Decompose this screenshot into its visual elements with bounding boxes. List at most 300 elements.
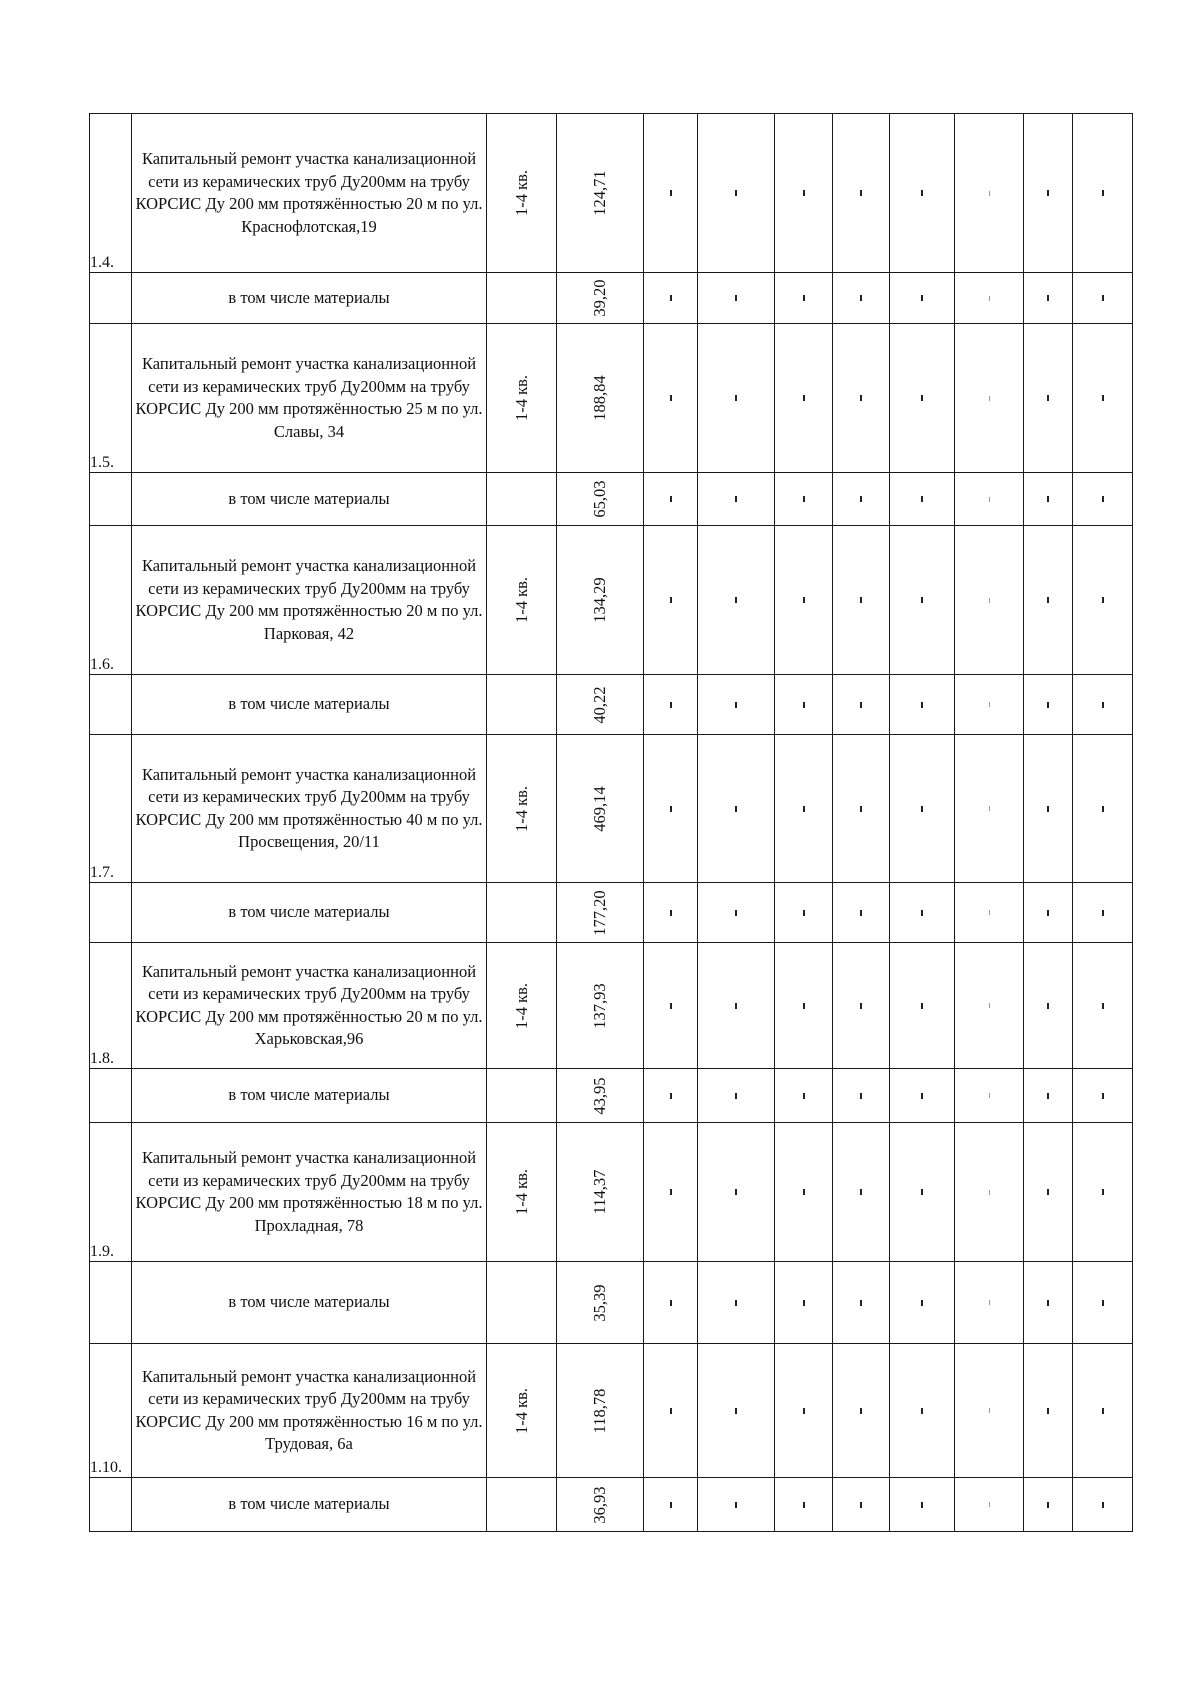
empty-cell: [833, 1478, 890, 1532]
dash-mark: [921, 1300, 923, 1306]
dash-mark: [670, 295, 672, 301]
empty-cell: [955, 114, 1024, 273]
empty-cell: [1024, 1478, 1073, 1532]
dash-mark: [1047, 1093, 1049, 1099]
dash-mark: [860, 702, 862, 708]
empty-cell: [1024, 943, 1073, 1069]
dash-mark: [921, 190, 923, 196]
empty-cell: [1073, 1262, 1133, 1344]
empty-cell: [1073, 273, 1133, 324]
empty-cell: [775, 273, 833, 324]
dash-mark: [921, 1502, 923, 1508]
empty-cell: [698, 1478, 775, 1532]
table-row-materials: [90, 473, 1133, 526]
cost-cell: [557, 735, 644, 883]
dash-mark: [921, 1408, 923, 1414]
row-number-empty: [90, 473, 132, 526]
dash-mark: [803, 1189, 805, 1195]
empty-cell: [890, 114, 955, 273]
empty-cell: [1024, 735, 1073, 883]
dash-mark: [860, 806, 862, 812]
dash-mark: [860, 1408, 862, 1414]
empty-cell: [644, 1123, 698, 1262]
period-empty: [487, 473, 557, 526]
empty-cell: [955, 1262, 1024, 1344]
row-number: 1.5.: [90, 324, 132, 473]
empty-cell: [833, 1069, 890, 1123]
table-row: [90, 1123, 1133, 1262]
empty-cell: [890, 1478, 955, 1532]
table-row: [90, 735, 1133, 883]
table-row: [90, 526, 1133, 675]
empty-cell: [644, 1069, 698, 1123]
work-description: Капитальный ремонт участка канализационной сети из керамических труб Ду200мм на трубу КОРСИС Ду 200 мм протяжённостью 20 м по ул. Парковая, 42: [132, 526, 487, 675]
empty-cell: [890, 735, 955, 883]
materials-cost-cell: [557, 1478, 644, 1532]
dash-mark: [921, 496, 923, 502]
dash-mark: [670, 496, 672, 502]
empty-cell: [775, 114, 833, 273]
empty-cell: [644, 943, 698, 1069]
dash-mark: [1102, 1502, 1104, 1508]
empty-cell: [1073, 675, 1133, 735]
empty-cell: [1073, 943, 1133, 1069]
empty-cell: [698, 943, 775, 1069]
dash-mark: [1102, 1189, 1104, 1195]
work-description: Капитальный ремонт участка канализационной сети из керамических труб Ду200мм на трубу КОРСИС Ду 200 мм протяжённостью 25 м по ул. Славы, 34: [132, 324, 487, 473]
period-cell: [487, 114, 557, 273]
empty-cell: [955, 1123, 1024, 1262]
empty-cell: [775, 943, 833, 1069]
table-row: [90, 114, 1133, 273]
empty-cell: [955, 1069, 1024, 1123]
table-body: [90, 114, 1133, 1532]
period-cell: [487, 1123, 557, 1262]
materials-label: в том числе материалы: [132, 1262, 487, 1344]
empty-cell: [833, 526, 890, 675]
empty-cell: [1024, 114, 1073, 273]
dash-mark: [803, 1300, 805, 1306]
dash-mark: [860, 395, 862, 401]
dash-mark: [1102, 702, 1104, 708]
materials-label: в том числе материалы: [132, 273, 487, 324]
work-description: Капитальный ремонт участка канализационной сети из керамических труб Ду200мм на трубу КОРСИС Ду 200 мм протяжённостью 20 м по ул. Краснофлотская,19: [132, 114, 487, 273]
empty-cell: [1024, 1069, 1073, 1123]
dash-mark: [1102, 395, 1104, 401]
cost-value: 124,71: [590, 170, 609, 216]
empty-cell: [775, 1344, 833, 1478]
row-number-empty: [90, 883, 132, 943]
dash-mark: [921, 702, 923, 708]
dash-mark: [670, 1300, 672, 1306]
empty-cell: [833, 473, 890, 526]
dash-mark: [735, 1300, 737, 1306]
empty-cell: [698, 1069, 775, 1123]
dash-mark: [989, 910, 990, 915]
period-empty: [487, 1069, 557, 1123]
empty-cell: [955, 473, 1024, 526]
table-row-materials: [90, 273, 1133, 324]
table-row-materials: [90, 1478, 1133, 1532]
cost-cell: [557, 943, 644, 1069]
dash-mark: [670, 395, 672, 401]
period-empty: [487, 1262, 557, 1344]
work-description: Капитальный ремонт участка канализационной сети из керамических труб Ду200мм на трубу КОРСИС Ду 200 мм протяжённостью 20 м по ул. Харьковская,96: [132, 943, 487, 1069]
cost-value: 137,93: [590, 982, 609, 1029]
dash-mark: [803, 1502, 805, 1508]
period-empty: [487, 675, 557, 735]
dash-mark: [989, 1408, 990, 1413]
period: 1-4 кв.: [511, 1168, 531, 1216]
dash-mark: [989, 296, 990, 301]
dash-mark: [670, 1093, 672, 1099]
cost-value: 118,78: [590, 1388, 609, 1433]
dash-mark: [1047, 1502, 1049, 1508]
table-row-materials: [90, 883, 1133, 943]
empty-cell: [955, 1478, 1024, 1532]
empty-cell: [1024, 273, 1073, 324]
materials-value: 39,20: [590, 279, 609, 317]
dash-mark: [803, 806, 805, 812]
dash-mark: [735, 910, 737, 916]
empty-cell: [698, 526, 775, 675]
dash-mark: [803, 190, 805, 196]
materials-value: 177,20: [590, 889, 609, 936]
work-description: Капитальный ремонт участка канализационной сети из керамических труб Ду200мм на трубу КОРСИС Ду 200 мм протяжённостью 18 м по ул. Прохладная, 78: [132, 1123, 487, 1262]
empty-cell: [1024, 473, 1073, 526]
dash-mark: [735, 395, 737, 401]
period: 1-4 кв.: [511, 785, 531, 832]
dash-mark: [803, 395, 805, 401]
dash-mark: [803, 1093, 805, 1099]
empty-cell: [775, 883, 833, 943]
dash-mark: [860, 1502, 862, 1508]
materials-cost-cell: [557, 273, 644, 324]
empty-cell: [698, 324, 775, 473]
row-number: 1.6.: [90, 526, 132, 675]
dash-mark: [803, 1003, 805, 1009]
empty-cell: [833, 943, 890, 1069]
empty-cell: [833, 114, 890, 273]
dash-mark: [670, 1189, 672, 1195]
dash-mark: [1102, 1093, 1104, 1099]
empty-cell: [644, 473, 698, 526]
period: 1-4 кв.: [511, 1387, 531, 1434]
period-empty: [487, 883, 557, 943]
period-cell: [487, 526, 557, 675]
empty-cell: [775, 324, 833, 473]
empty-cell: [698, 1344, 775, 1478]
dash-mark: [989, 191, 990, 196]
dash-mark: [921, 910, 923, 916]
dash-mark: [860, 190, 862, 196]
table-row-materials: [90, 1262, 1133, 1344]
empty-cell: [1073, 473, 1133, 526]
dash-mark: [803, 295, 805, 301]
cost-value: 114,37: [590, 1169, 609, 1215]
empty-cell: [833, 735, 890, 883]
dash-mark: [1047, 1408, 1049, 1414]
materials-label: в том числе материалы: [132, 1478, 487, 1532]
materials-cost-cell: [557, 883, 644, 943]
dash-mark: [735, 1189, 737, 1195]
dash-mark: [989, 1003, 990, 1008]
period: 1-4 кв.: [511, 374, 531, 422]
cost-value: 469,14: [590, 785, 609, 832]
cost-value: 188,84: [590, 375, 609, 421]
dash-mark: [1047, 295, 1049, 301]
empty-cell: [833, 1123, 890, 1262]
dash-mark: [735, 1502, 737, 1508]
table-row: [90, 324, 1133, 473]
materials-label: в том числе материалы: [132, 883, 487, 943]
dash-mark: [921, 395, 923, 401]
materials-label: в том числе материалы: [132, 473, 487, 526]
empty-cell: [890, 883, 955, 943]
dash-mark: [735, 1093, 737, 1099]
dash-mark: [1102, 910, 1104, 916]
cost-cell: [557, 324, 644, 473]
dash-mark: [860, 1093, 862, 1099]
dash-mark: [1047, 597, 1049, 603]
dash-mark: [860, 496, 862, 502]
row-number: 1.4.: [90, 114, 132, 273]
empty-cell: [1073, 735, 1133, 883]
works-table: [89, 113, 1133, 1532]
dash-mark: [735, 806, 737, 812]
dash-mark: [670, 190, 672, 196]
dash-mark: [860, 910, 862, 916]
dash-mark: [989, 702, 990, 707]
empty-cell: [1024, 1262, 1073, 1344]
materials-value: 35,39: [590, 1283, 609, 1322]
dash-mark: [921, 295, 923, 301]
empty-cell: [890, 943, 955, 1069]
empty-cell: [644, 273, 698, 324]
dash-mark: [860, 597, 862, 603]
dash-mark: [1047, 910, 1049, 916]
empty-cell: [833, 1262, 890, 1344]
row-number: 1.10.: [90, 1344, 132, 1478]
empty-cell: [1024, 883, 1073, 943]
empty-cell: [833, 324, 890, 473]
empty-cell: [955, 1344, 1024, 1478]
empty-cell: [890, 324, 955, 473]
empty-cell: [698, 273, 775, 324]
dash-mark: [803, 1408, 805, 1414]
dash-mark: [921, 1003, 923, 1009]
row-number-empty: [90, 1069, 132, 1123]
dash-mark: [921, 597, 923, 603]
dash-mark: [670, 1003, 672, 1009]
empty-cell: [1024, 324, 1073, 473]
empty-cell: [775, 735, 833, 883]
dash-mark: [989, 497, 990, 502]
empty-cell: [955, 675, 1024, 735]
dash-mark: [989, 598, 990, 603]
dash-mark: [1047, 1003, 1049, 1009]
dash-mark: [670, 806, 672, 812]
empty-cell: [644, 675, 698, 735]
empty-cell: [833, 675, 890, 735]
empty-cell: [890, 473, 955, 526]
dash-mark: [1047, 702, 1049, 708]
empty-cell: [890, 1344, 955, 1478]
period-cell: [487, 324, 557, 473]
dash-mark: [670, 702, 672, 708]
empty-cell: [698, 735, 775, 883]
row-number-empty: [90, 1262, 132, 1344]
empty-cell: [775, 526, 833, 675]
empty-cell: [890, 1069, 955, 1123]
dash-mark: [803, 496, 805, 502]
empty-cell: [1073, 1344, 1133, 1478]
dash-mark: [735, 1003, 737, 1009]
work-description: Капитальный ремонт участка канализационной сети из керамических труб Ду200мм на трубу КОРСИС Ду 200 мм протяжённостью 40 м по ул. Просвещения, 20/11: [132, 735, 487, 883]
empty-cell: [775, 1478, 833, 1532]
dash-mark: [1102, 1408, 1104, 1414]
empty-cell: [775, 1069, 833, 1123]
dash-mark: [803, 910, 805, 916]
dash-mark: [735, 1408, 737, 1414]
table-row: [90, 1344, 1133, 1478]
empty-cell: [644, 114, 698, 273]
dash-mark: [735, 702, 737, 708]
empty-cell: [644, 526, 698, 675]
empty-cell: [644, 1344, 698, 1478]
row-number: 1.9.: [90, 1123, 132, 1262]
materials-cost-cell: [557, 473, 644, 526]
dash-mark: [1047, 1300, 1049, 1306]
dash-mark: [735, 496, 737, 502]
materials-value: 43,95: [590, 1076, 609, 1115]
dash-mark: [1102, 1300, 1104, 1306]
dash-mark: [1102, 597, 1104, 603]
empty-cell: [775, 1123, 833, 1262]
empty-cell: [1024, 675, 1073, 735]
dash-mark: [1102, 1003, 1104, 1009]
dash-mark: [1047, 806, 1049, 812]
empty-cell: [955, 943, 1024, 1069]
empty-cell: [1073, 1478, 1133, 1532]
empty-cell: [698, 1123, 775, 1262]
materials-label: в том числе материалы: [132, 1069, 487, 1123]
materials-cost-cell: [557, 675, 644, 735]
empty-cell: [644, 1478, 698, 1532]
dash-mark: [989, 806, 990, 811]
empty-cell: [644, 735, 698, 883]
empty-cell: [955, 273, 1024, 324]
row-number-empty: [90, 1478, 132, 1532]
period-cell: [487, 735, 557, 883]
empty-cell: [1073, 1069, 1133, 1123]
materials-cost-cell: [557, 1262, 644, 1344]
empty-cell: [833, 1344, 890, 1478]
empty-cell: [698, 114, 775, 273]
table-row: [90, 943, 1133, 1069]
dash-mark: [860, 1300, 862, 1306]
empty-cell: [698, 1262, 775, 1344]
cost-cell: [557, 526, 644, 675]
dash-mark: [735, 295, 737, 301]
empty-cell: [955, 883, 1024, 943]
dash-mark: [670, 1502, 672, 1508]
empty-cell: [1073, 324, 1133, 473]
materials-value: 65,03: [590, 480, 609, 518]
dash-mark: [921, 806, 923, 812]
period-cell: [487, 943, 557, 1069]
materials-value: 40,22: [590, 685, 609, 724]
row-number-empty: [90, 675, 132, 735]
dash-mark: [860, 1003, 862, 1009]
materials-cost-cell: [557, 1069, 644, 1123]
period-empty: [487, 273, 557, 324]
empty-cell: [1073, 526, 1133, 675]
empty-cell: [955, 526, 1024, 675]
empty-cell: [775, 473, 833, 526]
dash-mark: [1102, 806, 1104, 812]
work-description: Капитальный ремонт участка канализационной сети из керамических труб Ду200мм на трубу КОРСИС Ду 200 мм протяжённостью 16 м по ул. Трудовая, 6а: [132, 1344, 487, 1478]
empty-cell: [1073, 114, 1133, 273]
cost-value: 134,29: [590, 577, 609, 623]
empty-cell: [1024, 1123, 1073, 1262]
empty-cell: [890, 1123, 955, 1262]
dash-mark: [1047, 1189, 1049, 1195]
empty-cell: [698, 883, 775, 943]
dash-mark: [670, 1408, 672, 1414]
row-number: 1.8.: [90, 943, 132, 1069]
dash-mark: [921, 1093, 923, 1099]
row-number: 1.7.: [90, 735, 132, 883]
table-row-materials: [90, 1069, 1133, 1123]
empty-cell: [833, 273, 890, 324]
empty-cell: [1024, 526, 1073, 675]
dash-mark: [735, 190, 737, 196]
empty-cell: [955, 735, 1024, 883]
dash-mark: [803, 597, 805, 603]
dash-mark: [735, 597, 737, 603]
empty-cell: [644, 324, 698, 473]
empty-cell: [698, 473, 775, 526]
empty-cell: [644, 1262, 698, 1344]
empty-cell: [955, 324, 1024, 473]
dash-mark: [989, 1093, 990, 1098]
materials-label: в том числе материалы: [132, 675, 487, 735]
empty-cell: [890, 526, 955, 675]
empty-cell: [890, 273, 955, 324]
empty-cell: [890, 1262, 955, 1344]
period-empty: [487, 1478, 557, 1532]
period-cell: [487, 1344, 557, 1478]
empty-cell: [644, 883, 698, 943]
dash-mark: [1047, 496, 1049, 502]
empty-cell: [1073, 883, 1133, 943]
materials-value: 36,93: [590, 1485, 609, 1524]
dash-mark: [989, 1300, 990, 1305]
period: 1-4 кв.: [511, 982, 531, 1029]
cost-cell: [557, 1344, 644, 1478]
cost-cell: [557, 1123, 644, 1262]
empty-cell: [698, 675, 775, 735]
empty-cell: [1073, 1123, 1133, 1262]
dash-mark: [989, 1502, 990, 1507]
empty-cell: [833, 883, 890, 943]
dash-mark: [1047, 190, 1049, 196]
empty-cell: [775, 675, 833, 735]
dash-mark: [1047, 395, 1049, 401]
empty-cell: [775, 1262, 833, 1344]
cost-cell: [557, 114, 644, 273]
